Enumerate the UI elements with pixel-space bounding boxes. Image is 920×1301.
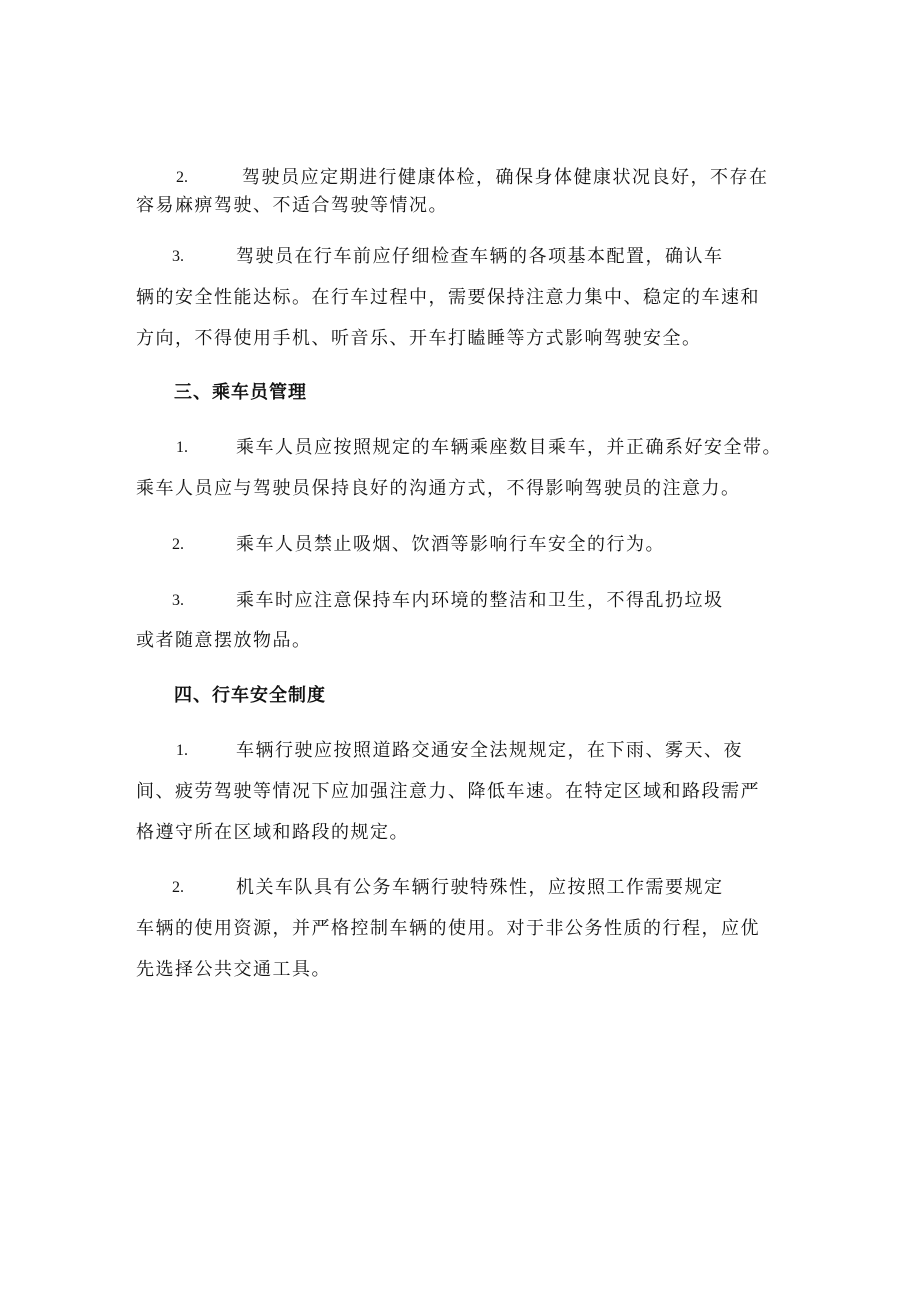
paragraph-line: 或者随意摆放物品。 <box>136 630 312 651</box>
paragraph-line: 乘车人员应与驾驶员保持良好的沟通方式，不得影响驾驶员的注意力。 <box>136 478 741 499</box>
paragraph-line: 驾驶员在行车前应仔细检查车辆的各项基本配置，确认车 <box>236 246 724 267</box>
item-number: 2. <box>172 536 184 553</box>
paragraph-line: 方向，不得使用手机、听音乐、开车打瞌睡等方式影响驾驶安全。 <box>136 328 702 349</box>
paragraph-line: 驾驶员应定期进行健康体检，确保身体健康状况良好，不存在 <box>242 167 769 188</box>
item-number: 1. <box>176 742 188 759</box>
paragraph-line: 乘车人员应按照规定的车辆乘座数目乘车，并正确系好安全带。 <box>236 437 782 458</box>
item-number: 3. <box>172 248 184 265</box>
item-number: 3. <box>172 592 184 609</box>
item-number: 1. <box>176 439 188 456</box>
item-number: 2. <box>172 879 184 896</box>
section-heading: 三、乘车员管理 <box>174 382 307 403</box>
paragraph-line: 间、疲劳驾驶等情况下应加强注意力、降低车速。在特定区域和路段需严 <box>136 781 760 802</box>
paragraph-line: 辆的安全性能达标。在行车过程中，需要保持注意力集中、稳定的车速和 <box>136 287 760 308</box>
section-heading: 四、行车安全制度 <box>174 685 326 706</box>
paragraph-line: 格遵守所在区域和路段的规定。 <box>136 822 409 843</box>
paragraph-line: 乘车人员禁止吸烟、饮酒等影响行车安全的行为。 <box>236 534 665 555</box>
paragraph-line: 先选择公共交通工具。 <box>136 959 331 980</box>
paragraph-line: 车辆的使用资源，并严格控制车辆的使用。对于非公务性质的行程，应优 <box>136 918 760 939</box>
paragraph-line: 容易麻痹驾驶、不适合驾驶等情况。 <box>136 195 448 216</box>
paragraph-line: 机关车队具有公务车辆行驶特殊性，应按照工作需要规定 <box>236 877 724 898</box>
item-number: 2. <box>176 169 188 186</box>
paragraph-line: 乘车时应注意保持车内环境的整洁和卫生，不得乱扔垃圾 <box>236 590 724 611</box>
paragraph-line: 车辆行驶应按照道路交通安全法规规定，在下雨、雾天、夜 <box>236 740 743 761</box>
